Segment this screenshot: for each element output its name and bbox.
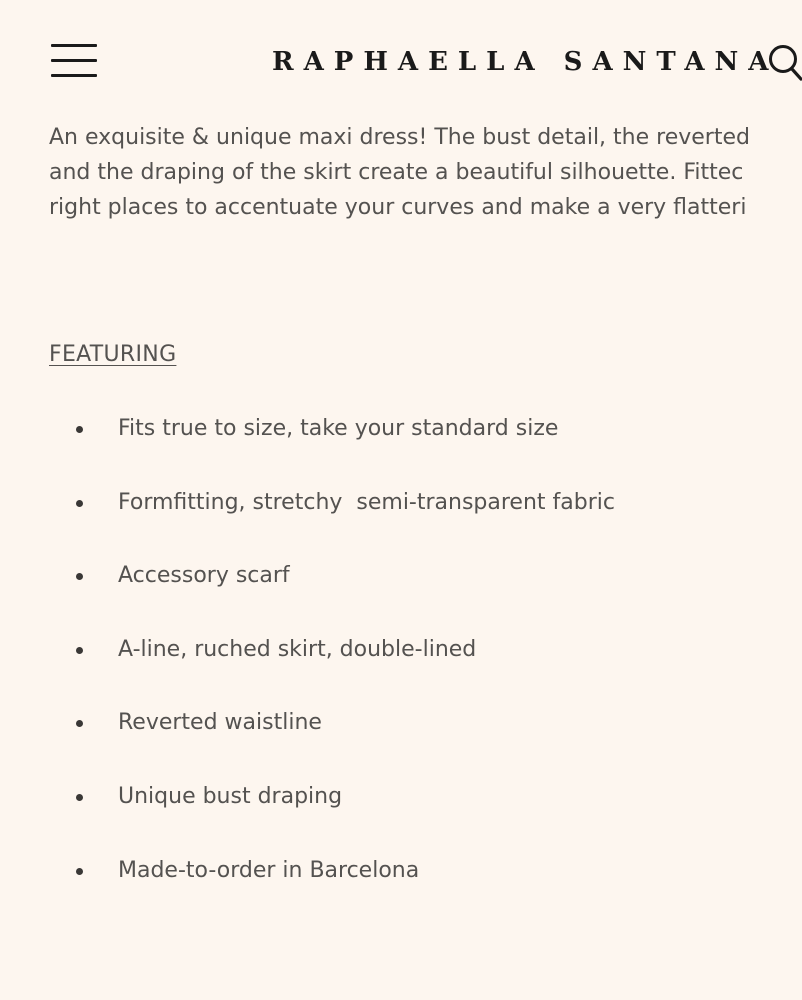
feature-item (0, 778, 802, 852)
feature-text: Accessory scarf (118, 563, 290, 589)
description-line: An exquisite & unique maxi dress! The bust detail, the reverted (49, 125, 750, 150)
feature-item (0, 631, 802, 705)
feature-text: Unique bust draping (118, 783, 343, 809)
feature-text: A-line, ruched skirt, double-lined (118, 636, 477, 662)
site-header (0, 0, 802, 110)
feature-text: Reverted waistline (118, 710, 322, 736)
feature-item (0, 410, 802, 484)
brand-logo-text[interactable]: RAPHAELLA SANTANA (272, 47, 779, 77)
hamburger-menu-icon[interactable] (51, 44, 97, 78)
feature-text: Made-to-order in Barcelona (118, 857, 420, 883)
feature-item (0, 484, 802, 558)
bullet-icon (76, 647, 83, 654)
bullet-icon (76, 868, 83, 875)
feature-item (0, 852, 802, 926)
bullet-icon (76, 573, 83, 580)
feature-text: Fits true to size, take your standard size (118, 416, 559, 441)
bullet-icon (76, 426, 83, 433)
feature-item (0, 557, 802, 631)
feature-text: Formfitting, stretchy semi-transparent fabric (118, 489, 615, 515)
features-list (0, 410, 802, 925)
description-line: and the draping of the skirt create a beautiful silhouette. Fittec (49, 160, 744, 185)
feature-item (0, 704, 802, 778)
product-description (49, 120, 802, 225)
bullet-icon (76, 500, 83, 507)
featuring-heading: FEATURING (49, 342, 177, 367)
bullet-icon (76, 720, 83, 727)
bullet-icon (76, 794, 83, 801)
description-line: right places to accentuate your curves and make a very flatteri (49, 195, 747, 220)
search-icon[interactable] (764, 42, 802, 82)
